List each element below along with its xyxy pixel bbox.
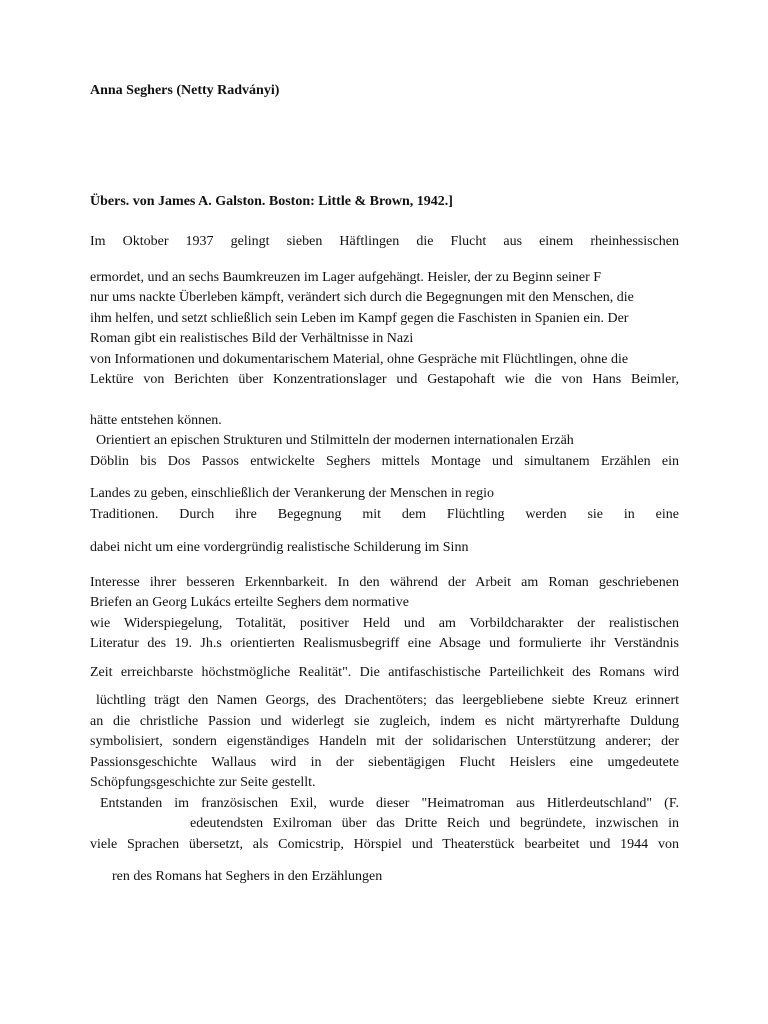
text-line: dabei nicht um eine vordergründig realistische Schilderung im Sinn (90, 540, 469, 555)
document-content (90, 81, 679, 888)
text-line: Schöpfungsgeschichte zur Seite gestellt. (90, 775, 316, 790)
text-line: Briefen an Georg Lukács erteilte Seghers dem normative (90, 595, 409, 610)
text-line: Im Oktober 1937 gelingt sieben Häftlingen die Flucht aus einem rheinhessischen (90, 234, 679, 249)
document-title: Anna Seghers (Netty Radványi) (90, 83, 280, 98)
document-subtitle: Übers. von James A. Galston. Boston: Little & Brown, 1942.] (90, 193, 453, 209)
text-line: Zeit erreichbarste höchstmögliche Realität". Die antifaschistische Parteilichkeit des Romans wird (90, 664, 679, 680)
text-line: Traditionen. Durch ihre Begegnung mit dem Flüchtling werden sie in eine (90, 506, 679, 522)
text-line: Orientiert an epischen Strukturen und Stilmitteln der modernen internationalen Erzäh (96, 433, 574, 448)
text-line: nur ums nackte Überleben kämpft, verändert sich durch die Begegnungen mit den Menschen, die (90, 290, 634, 305)
text-line: Landes zu geben, einschließlich der Verankerung der Menschen in regio (90, 486, 495, 501)
text-line: ren des Romans hat Seghers in den Erzählungen (112, 869, 383, 884)
text-line: viele Sprachen übersetzt, als Comicstrip, Hörspiel und Theaterstück bearbeitet und 1944 von (90, 836, 679, 852)
text-line: Entstanden im französischen Exil, wurde dieser "Heimatroman aus Hitlerdeutschland" (F. (100, 795, 679, 811)
text-line: an die christliche Passion und widerlegt sie zugleich, indem es nicht märtyrerhafte Duldung (90, 713, 679, 729)
text-line: hätte entstehen können. (90, 412, 222, 428)
text-line: ermordet, und an sechs Baumkreuzen im Lager aufgehängt. Heisler, der zu Beginn seiner F (90, 269, 602, 285)
text-line: Roman gibt ein realistisches Bild der Verhältnisse in Nazi (90, 331, 414, 346)
text-line: wie Widerspiegelung, Totalität, positiver Held und am Vorbildcharakter der realistischen (90, 615, 679, 631)
text-line: Lektüre von Berichten über Konzentrationslager und Gestapohaft wie die von Hans Beimler, (90, 372, 679, 387)
text-line: Döblin bis Dos Passos entwickelte Seghers mittels Montage und simultanem Erzählen ein (90, 453, 679, 469)
text-line: Passionsgeschichte Wallaus wird in der siebentägigen Flucht Heislers eine umgedeutete (90, 754, 679, 770)
text-line: Interesse ihrer besseren Erkennbarkeit. In den während der Arbeit am Roman geschriebenen (90, 574, 679, 590)
text-line: lüchtling trägt den Namen Georgs, des Drachentöters; das leergebliebene siebte Kreuz erinnert (96, 693, 679, 708)
text-line: von Informationen und dokumentarischem Material, ohne Gespräche mit Flüchtlingen, ohne die (90, 351, 629, 367)
text-line: edeutendsten Exilroman über das Dritte Reich und begründete, inzwischen in (190, 816, 679, 831)
text-line: symbolisiert, sondern eigenständiges Handeln mit der solidarischen Unterstützung anderer; der (90, 734, 679, 749)
text-line: Literatur des 19. Jh.s orientierten Realismusbegriff eine Absage und formulierte ihr Verständnis (90, 636, 679, 651)
text-line: ihm helfen, und setzt schließlich sein Leben im Kampf gegen die Faschisten in Spanien ein. Der (90, 310, 629, 326)
